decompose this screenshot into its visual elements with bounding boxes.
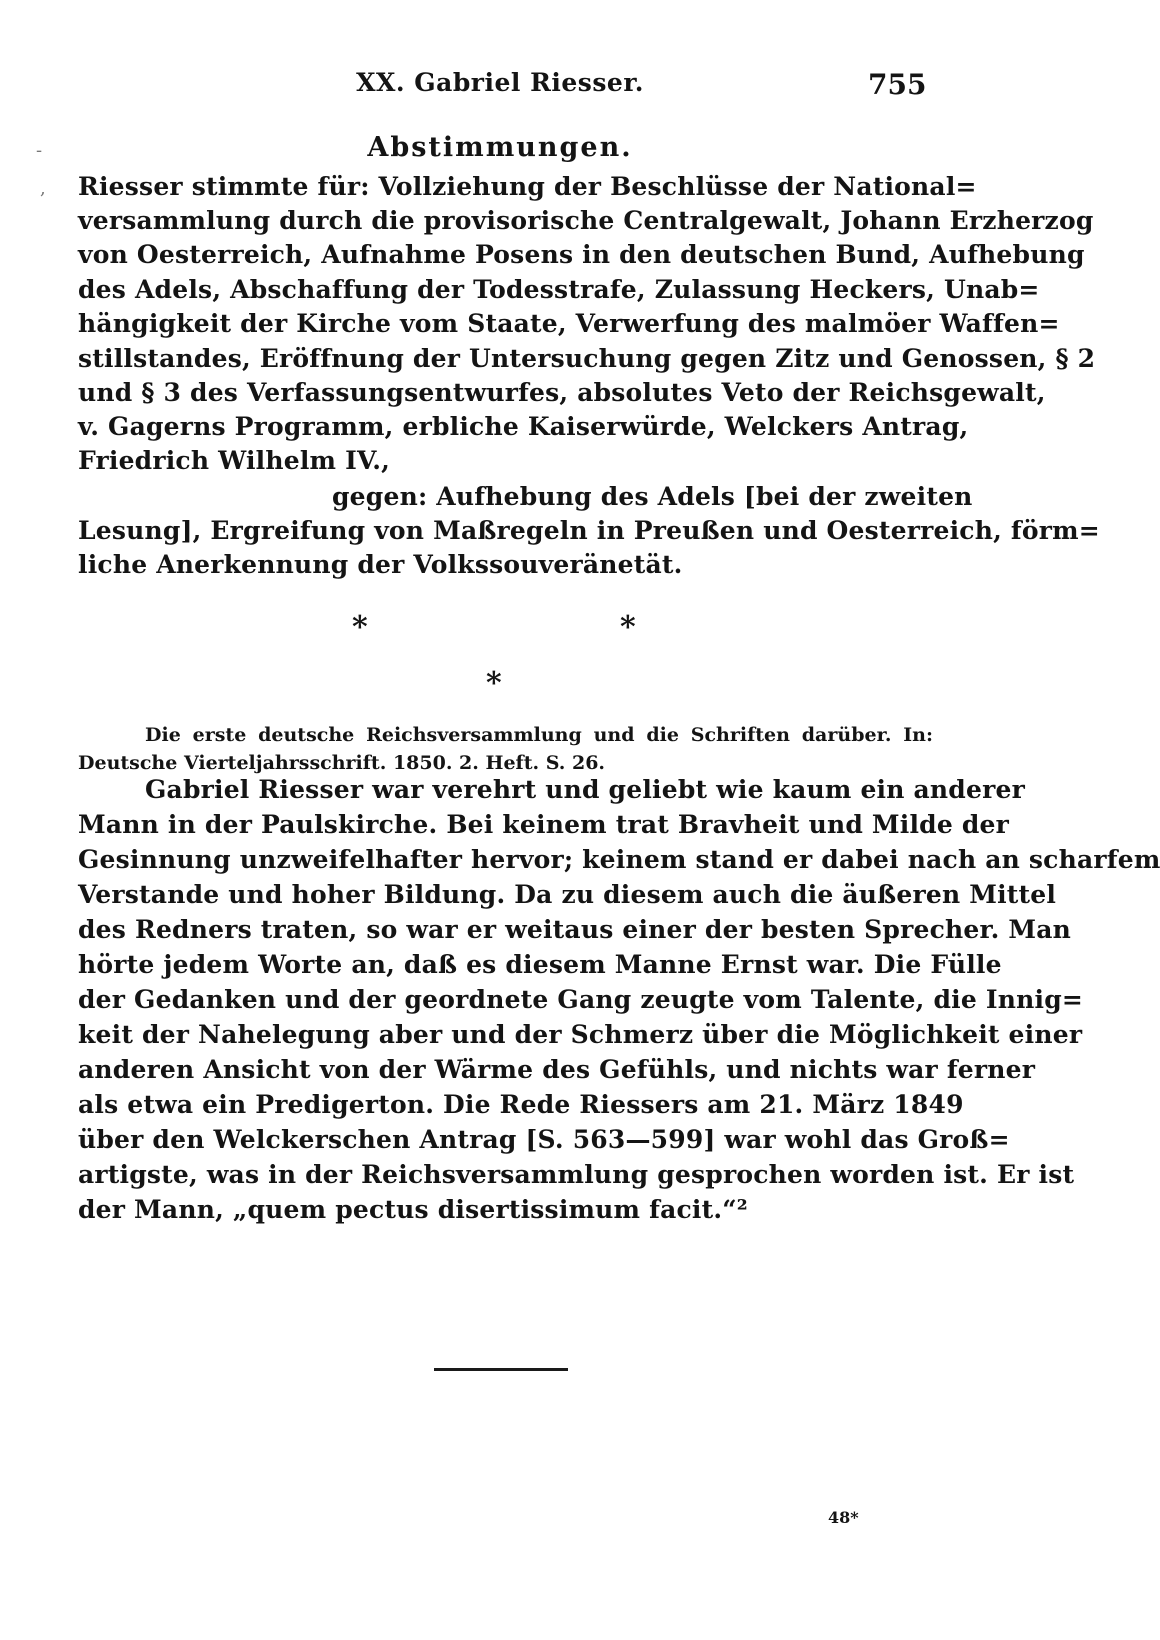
paragraph-line: stillstandes, Eröffnung der Untersuchung gegen Zitz und Genossen, § 2	[78, 344, 1096, 373]
paragraph-line: anderen Ansicht von der Wärme des Gefühls, und nichts war ferner	[78, 1055, 1036, 1084]
paragraph-line: gegen: Aufhebung des Adels [bei der zweiten	[332, 482, 973, 511]
paragraph-line: keit der Nahelegung aber und der Schmerz über die Möglichkeit einer	[78, 1020, 1083, 1049]
section-heading: Abstimmungen.	[367, 132, 633, 163]
source-citation: Die erste deutsche Reichsversammlung und die Schriften darüber. In:	[145, 724, 933, 746]
paragraph-line: Gabriel Riesser war verehrt und geliebt wie kaum ein anderer	[145, 775, 1025, 804]
paragraph-line: Friedrich Wilhelm IV.,	[78, 446, 391, 475]
running-header: XX. Gabriel Riesser.	[356, 68, 644, 97]
paragraph-line: der Gedanken und der geordnete Gang zeugte vom Talente, die Innig=	[78, 985, 1084, 1014]
paragraph-line: und § 3 des Verfassungsentwurfes, absolutes Veto der Reichsgewalt,	[78, 378, 1046, 407]
paragraph-line: Riesser stimmte für: Vollziehung der Beschlüsse der National=	[78, 172, 977, 201]
paragraph-line: hängigkeit der Kirche vom Staate, Verwerfung des malmöer Waffen=	[78, 309, 1060, 338]
separator-asterisk: *	[486, 666, 502, 701]
signature-mark: 48*	[828, 1508, 859, 1527]
paragraph-line: der Mann, „quem pectus disertissimum facit.“²	[78, 1195, 748, 1224]
paragraph-line: Lesung], Ergreifung von Maßregeln in Preußen und Oesterreich, förm=	[78, 516, 1100, 545]
end-rule	[434, 1368, 568, 1371]
paragraph-line: des Redners traten, so war er weitaus einer der besten Sprecher. Man	[78, 915, 1072, 944]
margin-mark: -	[36, 140, 43, 161]
paragraph-line: des Adels, Abschaffung der Todesstrafe, Zulassung Heckers, Unab=	[78, 275, 1040, 304]
paragraph-line: Mann in der Paulskirche. Bei keinem trat Bravheit und Milde der	[78, 810, 1010, 839]
paragraph-line: artigste, was in der Reichsversammlung gesprochen worden ist. Er ist	[78, 1160, 1075, 1189]
paragraph-line: Verstande und hoher Bildung. Da zu diesem auch die äußeren Mittel	[78, 880, 1057, 909]
source-citation: Deutsche Vierteljahrsschrift. 1850. 2. Heft. S. 26.	[78, 752, 606, 774]
margin-mark: ,	[40, 178, 46, 199]
paragraph-line: hörte jedem Worte an, daß es diesem Manne Ernst war. Die Fülle	[78, 950, 1002, 979]
page-number: 755	[868, 68, 927, 101]
paragraph-line: versammlung durch die provisorische Centralgewalt, Johann Erzherzog	[78, 206, 1094, 235]
paragraph-line: über den Welckerschen Antrag [S. 563—599] war wohl das Groß=	[78, 1125, 1010, 1154]
paragraph-line: liche Anerkennung der Volkssouveränetät.	[78, 550, 683, 579]
paragraph-line: v. Gagerns Programm, erbliche Kaiserwürde, Welckers Antrag,	[78, 412, 969, 441]
separator-asterisk: *	[620, 610, 636, 645]
paragraph-line: Gesinnung unzweifelhafter hervor; keinem stand er dabei nach an scharfem	[78, 845, 1160, 874]
paragraph-line: von Oesterreich, Aufnahme Posens in den deutschen Bund, Aufhebung	[78, 240, 1085, 269]
paragraph-line: als etwa ein Predigerton. Die Rede Riessers am 21. März 1849	[78, 1090, 964, 1119]
separator-asterisk: *	[352, 610, 368, 645]
